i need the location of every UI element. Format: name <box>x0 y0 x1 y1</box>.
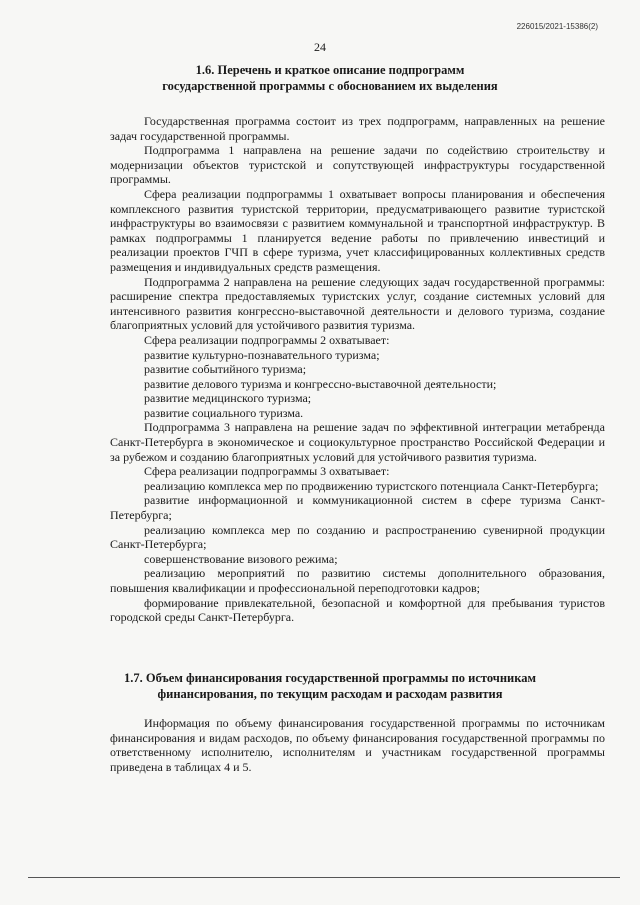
list-item: развитие информационной и коммуникационной систем в сфере туризма Санкт-Петербурга; <box>110 493 605 523</box>
paragraph: Подпрограмма 3 направлена на решение задач по эффективной интеграции метабренда Санкт-Петербурга в экономическое и социокультурное пространство Российской Федерации и за рубежом и созданию благоприятных условий для устойчивого развития туризма. <box>110 420 605 464</box>
section-1-7-title <box>90 670 570 702</box>
paragraph: Информация по объему финансирования государственной программы по источникам финансирования и видам расходов, по объему финансирования государственной программы по ответственному исполнителю, исполнителям и участникам государственной программы приведена в таблицах 4 и 5. <box>110 716 605 774</box>
page-bottom-divider <box>28 877 620 878</box>
list-item: развитие событийного туризма; <box>144 362 307 377</box>
paragraph: Подпрограмма 1 направлена на решение задачи по содействию строительству и модернизации объектов туристской и сопутствующей инфраструктуры государственной программы. <box>110 143 605 187</box>
paragraph: Государственная программа состоит из трех подпрограмм, направленных на решение задач государственной программы. <box>110 114 605 143</box>
document-id: 226015/2021-15386(2) <box>516 22 598 31</box>
paragraph: Сфера реализации подпрограммы 1 охватывает вопросы планирования и обеспечения комплексного развития туристской территории, предусматривающего развитие туристской инфраструктуры во взаимосвязи с развитием коммунальной и транспортной инфраструктур. В рамках подпрограммы 1 планируется ведение работы по привлечению инвестиций и реализации проектов ГЧП в сфере туризма, учет классифицированных коллективных средств размещения и индивидуальных средств размещения. <box>110 186 605 274</box>
section-1-6-title-line2: государственной программы с обоснованием их выделения <box>162 79 498 93</box>
section-1-6-title <box>90 62 570 94</box>
paragraph: Сфера реализации подпрограммы 2 охватывает: <box>144 332 390 347</box>
list-item: развитие культурно-познавательного туризма; <box>144 347 380 362</box>
section-1-6-body <box>110 114 605 625</box>
list-item: реализацию мероприятий по развитию системы дополнительного образования, повышения квалификации и профессиональной переподготовки кадров; <box>110 566 605 595</box>
list-item: развитие делового туризма и конгрессно-выставочной деятельности; <box>144 376 497 391</box>
list-item: развитие социального туризма. <box>144 405 304 420</box>
section-1-7-title-line1: 1.7. Объем финансирования государственной программы по источникам <box>123 671 537 685</box>
section-1-7-title-line2: финансирования, по текущим расходам и расходам развития <box>157 687 503 701</box>
list-item: формирование привлекательной, безопасной и комфортной для пребывания туристов городской среды Санкт-Петербурга. <box>110 595 605 625</box>
list-item: развитие медицинского туризма; <box>144 391 312 406</box>
paragraph: Подпрограмма 2 направлена на решение следующих задач государственной программы: расширение спектра предоставляемых туристских услуг, создание системных условий для интенсивного развития конгрессно-выставочной деятельности и делового туризма, создание благоприятных условий для устойчивого развития туризма. <box>110 274 605 333</box>
paragraph: Сфера реализации подпрограммы 3 охватывает: <box>144 464 390 479</box>
section-1-6-title-line1: 1.6. Перечень и краткое описание подпрограмм <box>195 63 465 77</box>
list-item: реализацию комплекса мер по созданию и распространению сувенирной продукции Санкт-Петербурга; <box>110 522 605 552</box>
page-number: 24 <box>314 40 326 54</box>
list-item: реализацию комплекса мер по продвижению туристского потенциала Санкт-Петербурга; <box>144 478 599 493</box>
list-item: совершенствование визового режима; <box>144 551 338 566</box>
section-1-7-body <box>110 716 605 774</box>
